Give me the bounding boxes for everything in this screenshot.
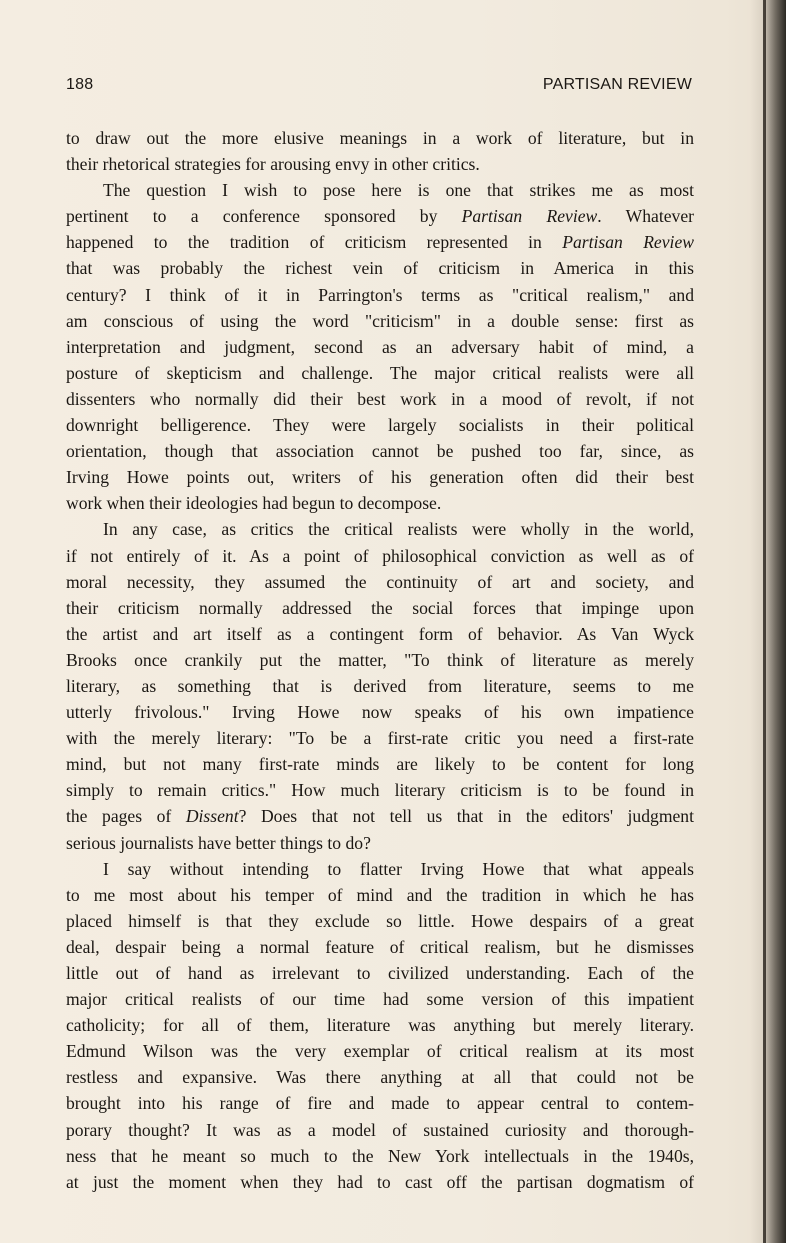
text-line: posture of skepticism and challenge. The major critical realists were all: [66, 362, 694, 383]
text-line: Brooks once crankily put the matter, "To think of literature as merely: [66, 649, 694, 670]
article-body: [66, 125, 694, 1195]
text-line: Irving Howe points out, writers of his generation often did their best: [66, 467, 694, 488]
text-line: mind, but not many first-rate minds are likely to be content for long: [66, 754, 694, 775]
text-line: restless and expansive. Was there anything at all that could not be: [66, 1067, 694, 1088]
text-line: major critical realists of our time had some version of this impatient: [66, 989, 694, 1010]
text-line: placed himself is that they exclude so little. Howe despairs of a great: [66, 910, 694, 931]
text-line: dissenters who normally did their best work in a mood of revolt, if not: [66, 388, 694, 409]
page-number: 188: [66, 76, 94, 93]
text-line: their criticism normally addressed the social forces that impinge upon: [66, 597, 694, 618]
text-line: that was probably the richest vein of criticism in America in this: [66, 258, 694, 279]
text-line: moral necessity, they assumed the continuity of art and society, and: [66, 571, 694, 592]
binding-edge: [763, 0, 766, 1243]
text-line: simply to remain critics." How much literary criticism is to be found in: [66, 780, 694, 801]
text-line: serious journalists have better things to do?: [66, 832, 371, 853]
text-line: little out of hand as irrelevant to civilized understanding. Each of the: [66, 963, 694, 983]
text-line: the pages of Dissent? Does that not tell us that in the editors' judgment: [66, 806, 694, 827]
text-line: am conscious of using the word "criticism" in a double sense: first as: [66, 310, 694, 331]
text-line: if not entirely of it. As a point of philosophical conviction as well as of: [66, 545, 694, 566]
text-line: The question I wish to pose here is one that strikes me as most: [103, 180, 694, 201]
text-line: In any case, as critics the critical realists were wholly in the world,: [103, 519, 694, 540]
binding-gutter: [750, 0, 786, 1243]
text-line: the artist and art itself as a contingent form of behavior. As Van Wyck: [66, 623, 694, 644]
text-line: downright belligerence. They were largely socialists in their political: [66, 415, 694, 436]
text-line: Edmund Wilson was the very exemplar of critical realism at its most: [66, 1041, 694, 1062]
running-header: [66, 76, 692, 100]
text-line: porary thought? It was as a model of sustained curiosity and thorough-: [66, 1119, 694, 1140]
text-line: I say without intending to flatter Irving Howe that what appeals: [103, 858, 694, 879]
text-line: at just the moment when they had to cast off the partisan dogmatism of: [66, 1171, 694, 1192]
text-line: interpretation and judgment, second as an adversary habit of mind, a: [66, 336, 694, 357]
text-line: to me most about his temper of mind and the tradition in which he has: [66, 884, 694, 905]
text-line: literary, as something that is derived from literature, seems to me: [66, 675, 694, 696]
text-line: catholicity; for all of them, literature was anything but merely literary.: [66, 1015, 694, 1036]
text-line: orientation, though that association cannot be pushed too far, since, as: [66, 441, 694, 462]
text-line: brought into his range of fire and made to appear central to contem-: [66, 1093, 694, 1114]
journal-title: PARTISAN REVIEW: [542, 76, 692, 93]
text-line: century? I think of it in Parrington's terms as "critical realism," and: [66, 284, 694, 305]
text-line: utterly frivolous." Irving Howe now speaks of his own impatience: [66, 702, 694, 723]
text-line: with the merely literary: "To be a first-rate critic you need a first-rate: [66, 728, 694, 749]
text-line: to draw out the more elusive meanings in a work of literature, but in: [66, 128, 694, 148]
text-line: pertinent to a conference sponsored by Partisan Review. Whatever: [66, 206, 694, 227]
text-line: ness that he meant so much to the New York intellectuals in the 1940s,: [66, 1145, 694, 1166]
text-line: deal, despair being a normal feature of critical realism, but he dismisses: [66, 936, 694, 957]
text-line: their rhetorical strategies for arousing envy in other critics.: [66, 154, 480, 175]
text-line: work when their ideologies had begun to decompose.: [66, 493, 442, 514]
text-line: happened to the tradition of criticism represented in Partisan Review: [66, 232, 694, 253]
